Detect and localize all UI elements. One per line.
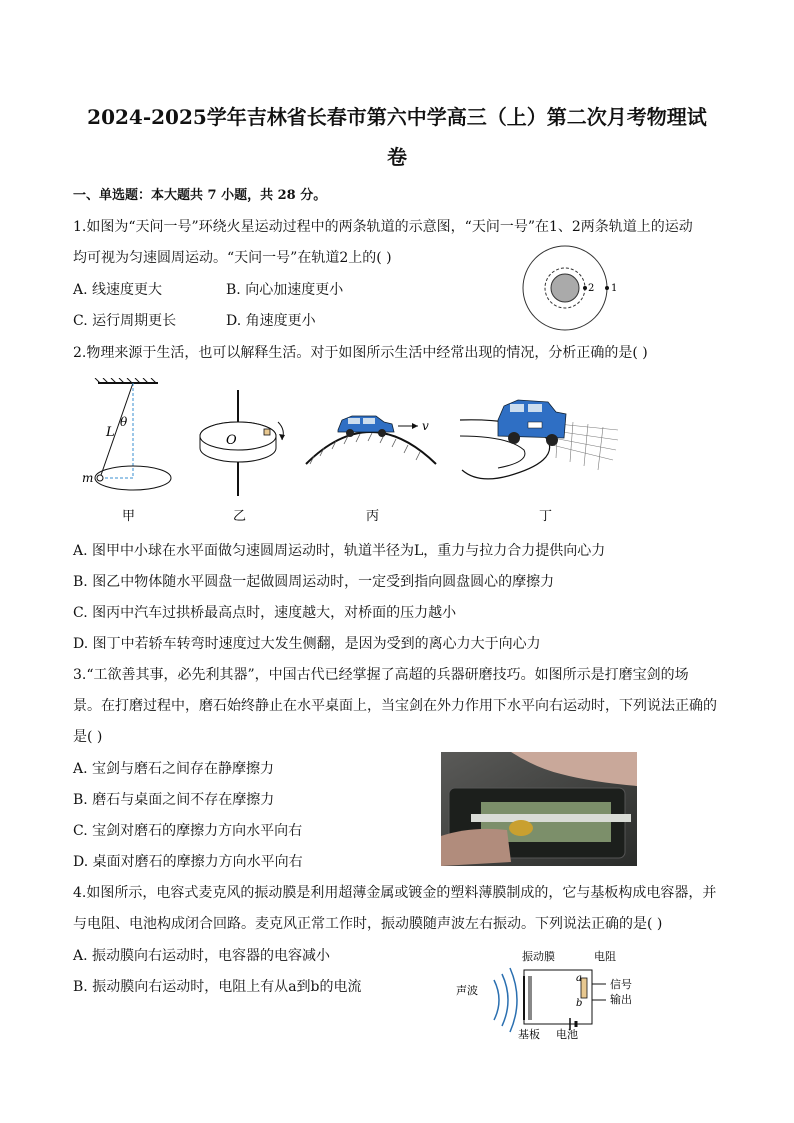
q4-stem-line2: 与电阻、电池构成闭合回路。麦克风正常工作时，振动膜随声波左右振动。下列说法正确的是( ) [73,916,663,932]
q1-option-c: C. 运行周期更长 [73,313,177,329]
base-plate [528,976,532,1020]
caption-bing: 丙 [366,509,380,524]
q3-option-a: A. 宝剑与磨石之间存在静摩擦力 [73,761,275,777]
block-on-disk [264,429,270,435]
q2-stem: 2.物理来源于生活，也可以解释生活。对于如图所示生活中经常出现的情况，分析正确的是( ) [73,345,648,361]
sword-guard [509,820,533,836]
q4-option-a: A. 振动膜向右运动时，电容器的电容减小 [73,948,331,964]
q1-option-a: A. 线速度更大 [73,282,163,298]
q1-option-b: B. 向心加速度更小 [226,282,344,298]
q2-option-a: A. 图甲中小球在水平面做匀速圆周运动时，轨道半径为L，重力与拉力合力提供向心力 [73,543,606,559]
q1-orbit-figure [510,238,630,338]
orbit-label-1: 1 [611,283,618,294]
q2-option-d: D. 图丁中若轿车转弯时速度过大发生侧翻，是因为受到的离心力大于向心力 [73,636,541,652]
caption-jia: 甲 [122,509,136,524]
label-base-plate: 基板 [518,1028,540,1041]
label-m: m [82,471,94,485]
q2-option-c: C. 图丙中汽车过拱桥最高点时，速度越大，对桥面的压力越小 [73,605,457,621]
q3-stem-line1: 3.“工欲善其事，必先利其器”，中国古代已经掌握了高超的兵器研磨技巧。如图所示是打磨宝剑的场 [73,667,689,683]
sound-wave-3 [510,968,517,1032]
label-a: a [576,973,582,984]
mars-planet [551,274,579,302]
q1-stem-line1: 1.如图为“天问一号”环绕火星运动过程中的两条轨道的示意图，“天问一号”在1、2两条轨道上的运动 [73,219,693,235]
q3-stem-line2: 景。在打磨过程中，磨石始终静止在水平桌面上，当宝剑在外力作用下水平向右运动时，下列说法正确的 [73,698,717,714]
sound-wave-1 [494,980,499,1020]
figure-bing [306,416,436,464]
label-battery: 电池 [556,1028,578,1041]
caption-yi: 乙 [233,509,247,524]
q3-option-c: C. 宝剑对磨石的摩擦力方向水平向右 [73,823,303,839]
label-b: b [576,998,583,1009]
q3-sword-grinding-photo [441,752,637,866]
probe-on-orbit-2 [583,286,587,290]
paper-title-line2: 卷 [387,145,407,169]
hand-bottom [441,829,511,866]
q4-microphone-circuit [452,948,652,1043]
figure-jia [82,378,171,490]
q3-stem-line3: 是( ) [73,729,103,745]
figure-yi [200,390,285,496]
probe-on-orbit-1 [605,286,609,290]
label-output: 输出 [610,993,632,1006]
label-signal: 信号 [610,978,632,991]
sword-blade [471,814,631,822]
label-L: L [106,425,115,440]
section-heading: 一、单选题：本大题共 7 小题，共 28 分。 [73,188,327,203]
label-v: v [422,419,429,433]
label-resistor: 电阻 [594,950,616,963]
q3-option-b: B. 磨石与桌面之间不存在摩擦力 [73,792,275,808]
sound-wave-2 [502,974,508,1026]
q4-stem-line1: 4.如图所示，电容式麦克风的振动膜是利用超薄金属或镀金的塑料薄膜制成的，它与基板构成电容器，并 [73,885,717,901]
label-membrane: 振动膜 [522,950,555,963]
q2-figures [78,378,623,526]
orbit-label-2: 2 [588,283,595,294]
q1-option-d: D. 角速度更小 [226,313,316,329]
q3-option-d: D. 桌面对磨石的摩擦力方向水平向右 [73,854,303,870]
q1-stem-line2: 均可视为匀速圆周运动。“天问一号”在轨道2上的( ) [73,250,392,266]
q2-option-b: B. 图乙中物体随水平圆盘一起做圆周运动时，一定受到指向圆盘圆心的摩擦力 [73,574,555,590]
label-theta: θ [120,415,128,429]
label-O: O [226,433,237,448]
paper-title-line1: 2024-2025学年吉林省长春市第六中学高三（上）第二次月考物理试 [87,105,707,129]
figure-ding [460,400,618,479]
label-sound-wave: 声波 [456,984,478,997]
caption-ding: 丁 [539,509,553,524]
q4-option-b: B. 振动膜向右运动时，电阻上有从a到b的电流 [73,979,362,995]
